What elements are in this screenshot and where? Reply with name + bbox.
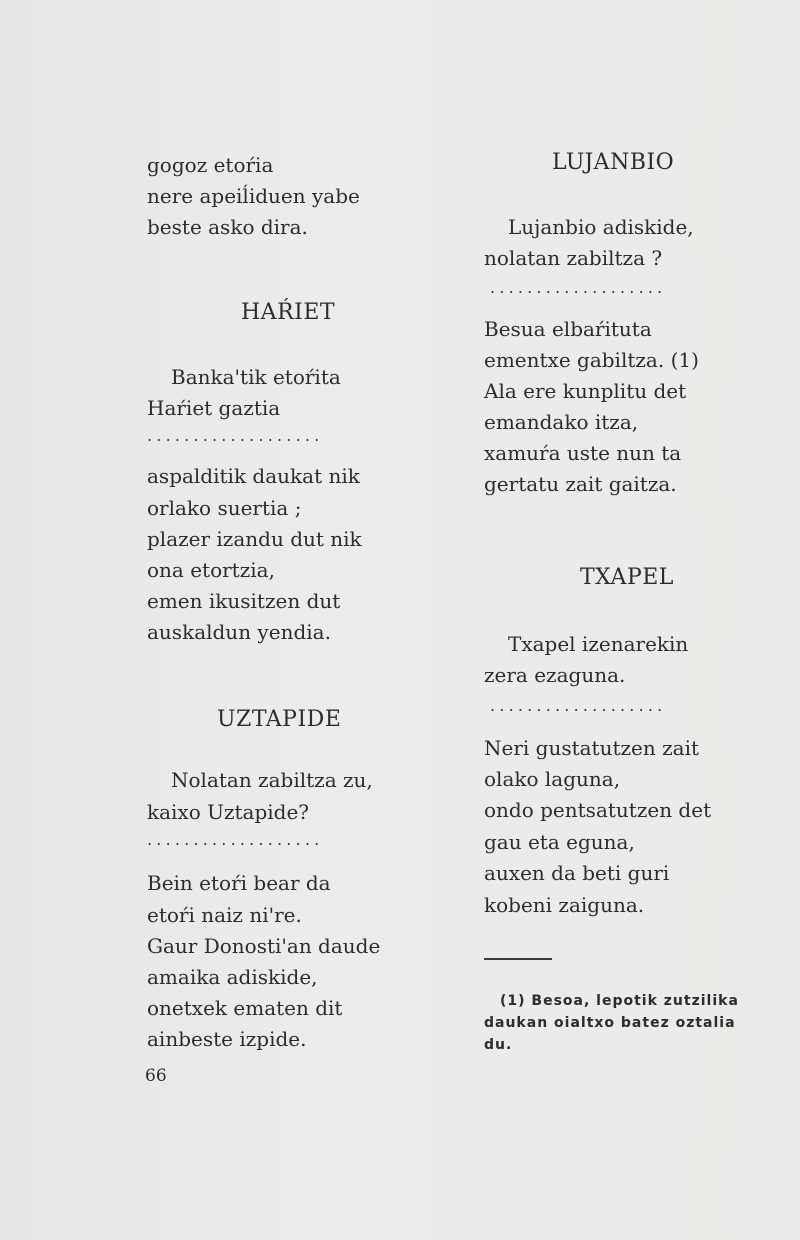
intro-line: nere apeiĺiduen yabe — [147, 184, 360, 208]
ellipsis-dots: ................... — [147, 426, 324, 445]
footnote-rule — [484, 958, 552, 960]
verse-line: Bein etoŕi bear da — [147, 871, 331, 895]
section-title-uztapide: UZTAPIDE — [217, 707, 342, 732]
verse-line: nolatan zabiltza ? — [484, 246, 663, 270]
verse-line: ainbeste izpide. — [147, 1027, 307, 1051]
verse-line: Txapel izenarekin — [508, 632, 689, 656]
verse-line: emandako itza, — [484, 410, 639, 434]
verse-line: plazer izandu dut nik — [147, 527, 362, 551]
verse-line: gertatu zait gaitza. — [484, 472, 677, 496]
verse-line: emen ikusitzen dut — [147, 589, 341, 613]
verse-line: ona etortzia, — [147, 558, 275, 582]
verse-line: Besua elbaŕituta — [484, 317, 652, 341]
verse-line: Neri gustatutzen zait — [484, 736, 700, 760]
ellipsis-dots: ................... — [490, 278, 667, 297]
section-title-txapel: TXAPEL — [580, 565, 674, 590]
verse-line: Gaur Donosti'an daude — [147, 934, 381, 958]
verse-line: aspalditik daukat nik — [147, 464, 360, 488]
verse-line: Ala ere kunplitu det — [484, 379, 687, 403]
verse-line: onetxek ematen dit — [147, 996, 343, 1020]
section-title-lujanbio: LUJANBIO — [552, 150, 675, 175]
verse-line: Lujanbio adiskide, — [508, 215, 694, 239]
verse-line: auskaldun yendia. — [147, 620, 331, 644]
verse-line: auxen da beti guri — [484, 861, 670, 885]
footnote-line: daukan oialtxo batez oztalia — [484, 1015, 736, 1031]
verse-line: kobeni zaiguna. — [484, 893, 645, 917]
verse-line: ementxe gabiltza. (1) — [484, 348, 699, 372]
ellipsis-dots: ................... — [147, 830, 324, 849]
ellipsis-dots: ................... — [490, 696, 667, 715]
verse-line: Nolatan zabiltza zu, — [171, 768, 373, 792]
page-number: 66 — [145, 1066, 167, 1086]
verse-line: gau eta eguna, — [484, 830, 635, 854]
section-title-hariet: HAŔIET — [241, 300, 336, 325]
verse-line: amaika adiskide, — [147, 965, 318, 989]
verse-line: Haŕiet gaztia — [147, 396, 281, 420]
verse-line: Banka'tik etoŕita — [171, 365, 341, 389]
verse-line: xamuŕa uste nun ta — [484, 441, 682, 465]
intro-line: gogoz etoŕia — [147, 153, 274, 177]
verse-line: zera ezaguna. — [484, 663, 626, 687]
verse-line: orlako suertia ; — [147, 496, 302, 520]
verse-line: etoŕi naiz ni're. — [147, 903, 302, 927]
footnote-line: du. — [484, 1037, 513, 1053]
intro-line: beste asko dira. — [147, 215, 308, 239]
verse-line: kaixo Uztapide? — [147, 800, 310, 824]
verse-line: ondo pentsatutzen det — [484, 798, 712, 822]
footnote-line: (1) Besoa, lepotik zutzilika — [500, 993, 739, 1009]
verse-line: olako laguna, — [484, 767, 621, 791]
